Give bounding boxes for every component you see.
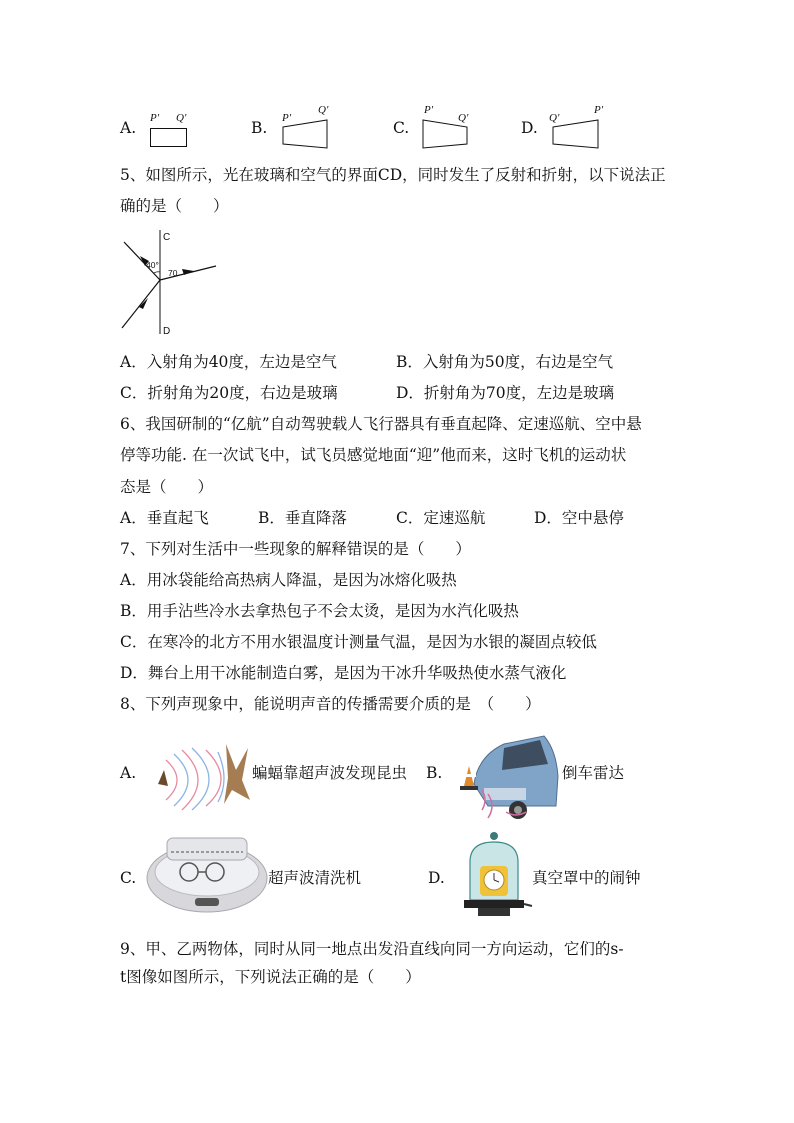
q4-b-p-label: P' [282, 112, 292, 124]
q8-option-c-text: 超声波清洗机 [268, 869, 362, 887]
q4-a-q-label: Q' [176, 112, 187, 124]
q4-option-c-letter: C. [393, 119, 410, 137]
q4-c-q-label: Q' [458, 112, 469, 124]
q5-diagram-angle-40: 40° [146, 260, 159, 270]
q8-option-b-letter: B. [426, 764, 443, 782]
q8-option-a-text: 蝙蝠靠超声波发现昆虫 [252, 764, 408, 782]
q9-stem-line2: t图像如图所示，下列说法正确的是（ ） [120, 968, 421, 986]
q4-d-p-label: P' [594, 104, 604, 116]
q4-d-shape [552, 118, 604, 152]
q5-diagram-label-c: C [163, 232, 171, 243]
reversing-car-radar-image [448, 730, 560, 822]
q4-option-d-letter: D. [521, 119, 538, 137]
q8-stem: 8、下列声现象中，能说明声音的传播需要介质的是 （ ） [120, 695, 541, 713]
q8-option-d-text: 真空罩中的闹钟 [532, 869, 641, 887]
q4-d-q-label: Q' [549, 112, 560, 124]
q5-option-b: B．入射角为50度，右边是空气 [396, 353, 614, 371]
bat-ultrasound-image [152, 740, 252, 810]
q8-option-d-letter: D. [428, 869, 445, 887]
q6-option-d: D．空中悬停 [534, 509, 624, 527]
q4-b-shape [282, 118, 332, 152]
q9-stem-line1: 9、甲、乙两物体，同时从同一地点出发沿直线向同一方向运动，它们的s- [120, 940, 624, 958]
q4-a-p-label: P' [150, 112, 160, 124]
q5-stem-line1: 5、如图所示，光在玻璃和空气的界面CD，同时发生了反射和折射，以下说法正 [120, 166, 666, 184]
q8-option-b-text: 倒车雷达 [562, 764, 625, 782]
q4-option-a-letter: A. [120, 119, 137, 137]
ultrasonic-cleaner-image [145, 832, 269, 914]
q7-option-c: C．在寒冷的北方不用水银温度计测量气温，是因为水银的凝固点较低 [120, 633, 597, 651]
q6-stem-line2: 停等功能. 在一次试飞中，试飞员感觉地面“迎”他而来，这时飞机的运动状 [120, 446, 627, 464]
q7-stem: 7、下列对生活中一些现象的解释错误的是（ ） [120, 540, 471, 558]
q5-option-a: A．入射角为40度，左边是空气 [120, 353, 337, 371]
q4-option-b-letter: B. [251, 119, 268, 137]
q6-stem-line3: 态是（ ） [120, 478, 214, 496]
q5-option-c: C．折射角为20度，右边是玻璃 [120, 384, 338, 402]
q6-stem-line1: 6、我国研制的“亿航”自动驾驶载人飞行器具有垂直起降、定速巡航、空中悬 [120, 415, 642, 433]
q6-option-c: C．定速巡航 [396, 509, 486, 527]
q7-option-b: B．用手沾些冷水去拿热包子不会太烫，是因为水汽化吸热 [120, 602, 519, 620]
q8-option-c-letter: C. [120, 869, 137, 887]
q6-option-a: A．垂直起飞 [120, 509, 209, 527]
alarm-clock-vacuum-bell-jar-image [458, 830, 532, 920]
q4-c-p-label: P' [424, 104, 434, 116]
q7-option-d: D．舞台上用干冰能制造白雾，是因为干冰升华吸热使水蒸气液化 [120, 664, 567, 682]
q6-option-b: B．垂直降落 [258, 509, 347, 527]
q4-c-shape [422, 118, 472, 152]
q8-option-a-letter: A. [120, 764, 137, 782]
q5-stem-line2: 确的是（ ） [120, 197, 229, 215]
q5-diagram-label-d: D [163, 326, 171, 337]
q5-option-d: D．折射角为70度，左边是玻璃 [396, 384, 615, 402]
q5-refraction-diagram [118, 228, 228, 340]
q5-diagram-angle-70: 70 [168, 268, 178, 278]
q4-b-q-label: Q' [318, 104, 329, 116]
q4-a-shape [150, 128, 190, 148]
q7-option-a: A．用冰袋能给高热病人降温，是因为冰熔化吸热 [120, 571, 457, 589]
